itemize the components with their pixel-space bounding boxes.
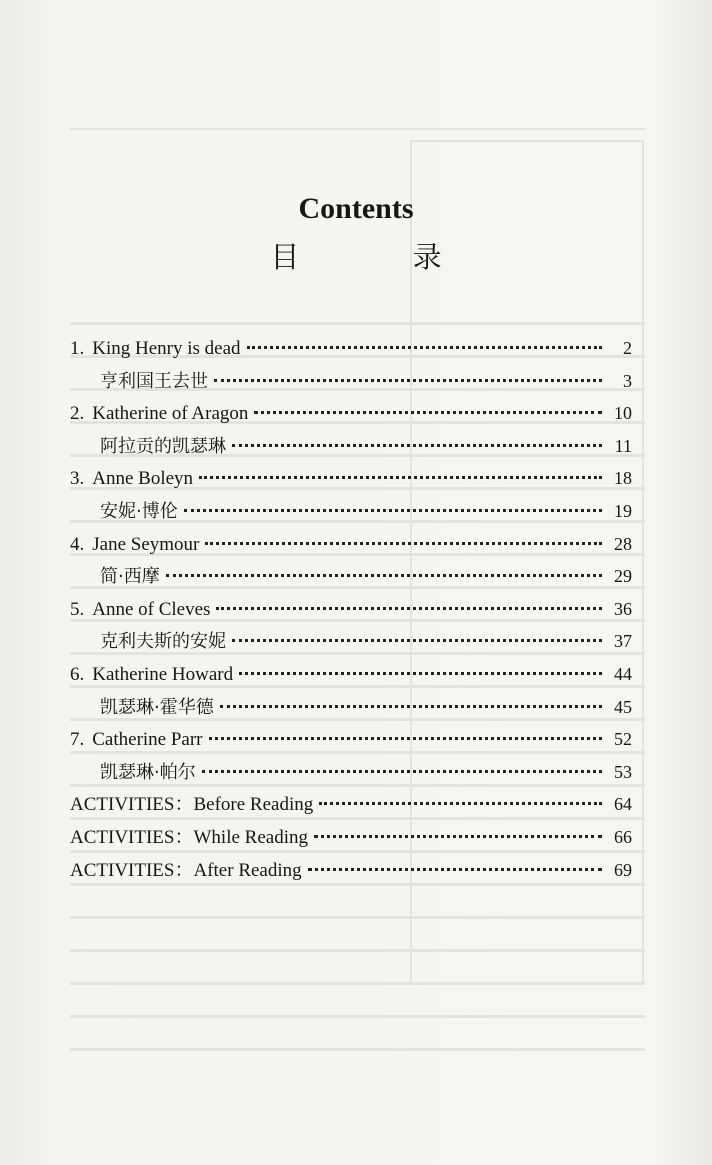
dot-leader — [314, 835, 602, 838]
dot-leader — [232, 639, 602, 642]
entry-label: 简·西摩 — [100, 566, 160, 588]
entry-page: 37 — [614, 631, 632, 652]
entry-label: 凯瑟琳·帕尔 — [100, 761, 196, 783]
entry-page: 64 — [614, 794, 632, 815]
toc-entry[interactable] — [70, 658, 632, 691]
ghost-rule — [70, 128, 645, 130]
entry-label: ACTIVITIES：After Reading — [70, 859, 302, 881]
toc-entry[interactable] — [70, 691, 632, 724]
entry-number: 6. — [70, 663, 85, 685]
toc-entry[interactable] — [70, 723, 632, 756]
entry-number: 3. — [70, 468, 85, 490]
entry-page: 66 — [614, 826, 632, 847]
toc-entry[interactable] — [70, 593, 632, 626]
toc-entry[interactable] — [70, 430, 632, 463]
dot-leader — [202, 770, 602, 773]
entry-label: King Henry is dead — [92, 338, 241, 359]
toc-entry[interactable] — [70, 332, 632, 365]
dot-leader — [184, 509, 602, 512]
dot-leader — [232, 444, 602, 447]
entry-page: 19 — [614, 500, 632, 521]
entry-label: 亨利国王去世 — [100, 370, 208, 392]
toc-entry[interactable] — [70, 365, 632, 398]
entry-page: 45 — [614, 696, 632, 717]
entry-number: 4. — [70, 533, 85, 555]
entry-label: Katherine Howard — [92, 663, 234, 685]
entry-label: Jane Seymour — [92, 533, 200, 555]
entry-label: ACTIVITIES：Before Reading — [70, 794, 314, 816]
entry-page: 10 — [614, 403, 632, 424]
table-of-contents — [70, 332, 632, 886]
entry-page: 36 — [614, 598, 632, 619]
dot-leader — [214, 379, 602, 382]
entry-number: 5. — [70, 598, 85, 620]
entry-page: 44 — [614, 663, 632, 684]
dot-leader — [239, 672, 602, 675]
entry-label: 克利夫斯的安妮 — [100, 631, 226, 653]
entry-page: 53 — [614, 761, 632, 782]
entry-page: 28 — [614, 533, 632, 554]
entry-page: 2 — [623, 338, 632, 358]
dot-leader — [205, 542, 602, 545]
entry-label: 安妮·博伦 — [100, 500, 178, 522]
entry-page: 29 — [614, 566, 632, 587]
entry-label: Catherine Parr — [92, 729, 203, 751]
entry-page: 18 — [614, 468, 632, 489]
entry-page: 69 — [614, 859, 632, 880]
entry-label: Anne of Cleves — [92, 598, 211, 620]
toc-entry[interactable] — [70, 528, 632, 561]
dot-leader — [254, 411, 602, 414]
entry-label: Anne Boleyn — [92, 468, 194, 490]
page-subtitle: 目 录 — [270, 240, 494, 274]
toc-entry[interactable] — [70, 854, 632, 887]
entry-page: 3 — [623, 370, 632, 391]
entry-label: ACTIVITIES：While Reading — [70, 826, 308, 848]
page-title: Contents — [298, 192, 414, 225]
entry-label: 凯瑟琳·霍华德 — [100, 696, 214, 718]
dot-leader — [319, 802, 602, 805]
entry-number: 2. — [70, 403, 85, 425]
toc-entry[interactable] — [70, 462, 632, 495]
toc-entry[interactable] — [70, 560, 632, 593]
dot-leader — [209, 737, 602, 740]
entry-page: 11 — [614, 435, 632, 456]
toc-entry[interactable] — [70, 788, 632, 821]
toc-entry[interactable] — [70, 756, 632, 789]
entry-number: 1. — [70, 338, 85, 359]
entry-number: 7. — [70, 729, 85, 751]
dot-leader — [220, 705, 602, 708]
entry-page: 52 — [614, 729, 632, 750]
toc-entry[interactable] — [70, 397, 632, 430]
entry-label: 阿拉贡的凯瑟琳 — [100, 435, 226, 457]
dot-leader — [199, 476, 602, 479]
toc-entry[interactable] — [70, 495, 632, 528]
entry-label: Katherine of Aragon — [92, 403, 249, 425]
dot-leader — [216, 607, 602, 610]
dot-leader — [308, 868, 602, 871]
toc-entry[interactable] — [70, 821, 632, 854]
toc-entry[interactable] — [70, 625, 632, 658]
dot-leader — [247, 346, 602, 349]
dot-leader — [166, 574, 602, 577]
